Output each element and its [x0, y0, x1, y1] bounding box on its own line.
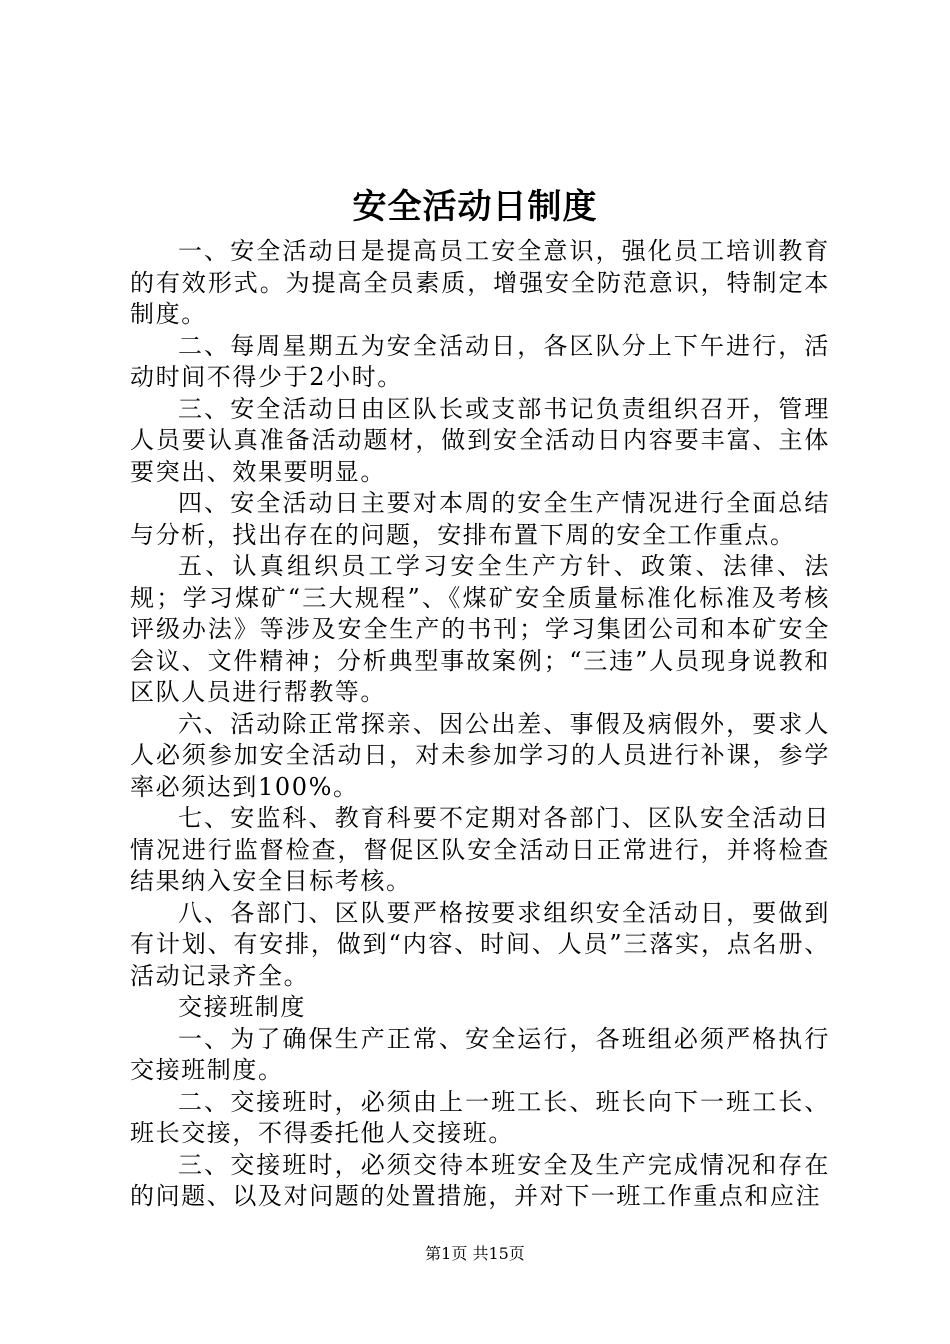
paragraph: 一、安全活动日是提高员工安全意识，强化员工培训教育的有效形式。为提高全员素质，增强安全防范意识，特制定本制度。 — [130, 237, 830, 328]
paragraph: 三、安全活动日由区队长或支部书记负责组织召开，管理人员要认真准备活动题材，做到安全活动日内容要丰富、主体要突出、效果要明显。 — [130, 394, 830, 486]
paragraph: 四、安全活动日主要对本周的安全生产情况进行全面总结与分析，找出存在的问题，安排布置下周的安全工作重点。 — [130, 489, 830, 549]
document-title: 安全活动日制度 — [352, 187, 598, 227]
paragraph: 二、每周星期五为安全活动日，各区队分上下午进行，活动时间不得少于2小时。 — [130, 331, 830, 391]
paragraph: 五、认真组织员工学习安全生产方针、政策、法律、法规；学习煤矿“三大规程”、《煤矿安全质量标准化标准及考核评级办法》等涉及安全生产的书刊；学习集团公司和本矿安全会议、文件精神；分析典型事故案例；“三违”人员现身说教和区队人员进行帮教等。 — [130, 552, 830, 706]
page-footer: 第1页 共15页 — [425, 1244, 525, 1263]
document-body — [130, 236, 830, 1213]
paragraph: 八、各部门、区队要严格按要求组织安全活动日，要做到有计划、有安排，做到“内容、时间、人员”三落实，点名册、活动记录齐全。 — [130, 898, 830, 990]
paragraph: 一、为了确保生产正常、安全运行，各班组必须严格执行交接班制度。 — [130, 1024, 830, 1084]
paragraph: 二、交接班时，必须由上一班工长、班长向下一班工长、班长交接，不得委托他人交接班。 — [130, 1087, 830, 1147]
paragraph: 六、活动除正常探亲、因公出差、事假及病假外，要求人人必须参加安全活动日，对未参加学习的人员进行补课，参学率必须达到100%。 — [130, 709, 830, 801]
paragraph: 三、交接班时，必须交待本班安全及生产完成情况和存在的问题、以及对问题的处置措施，并对下一班工作重点和应注 — [130, 1150, 830, 1210]
paragraph: 七、安监科、教育科要不定期对各部门、区队安全活动日情况进行监督检查，督促区队安全活动日正常进行，并将检查结果纳入安全目标考核。 — [130, 804, 830, 895]
section-heading: 交接班制度 — [178, 993, 306, 1021]
